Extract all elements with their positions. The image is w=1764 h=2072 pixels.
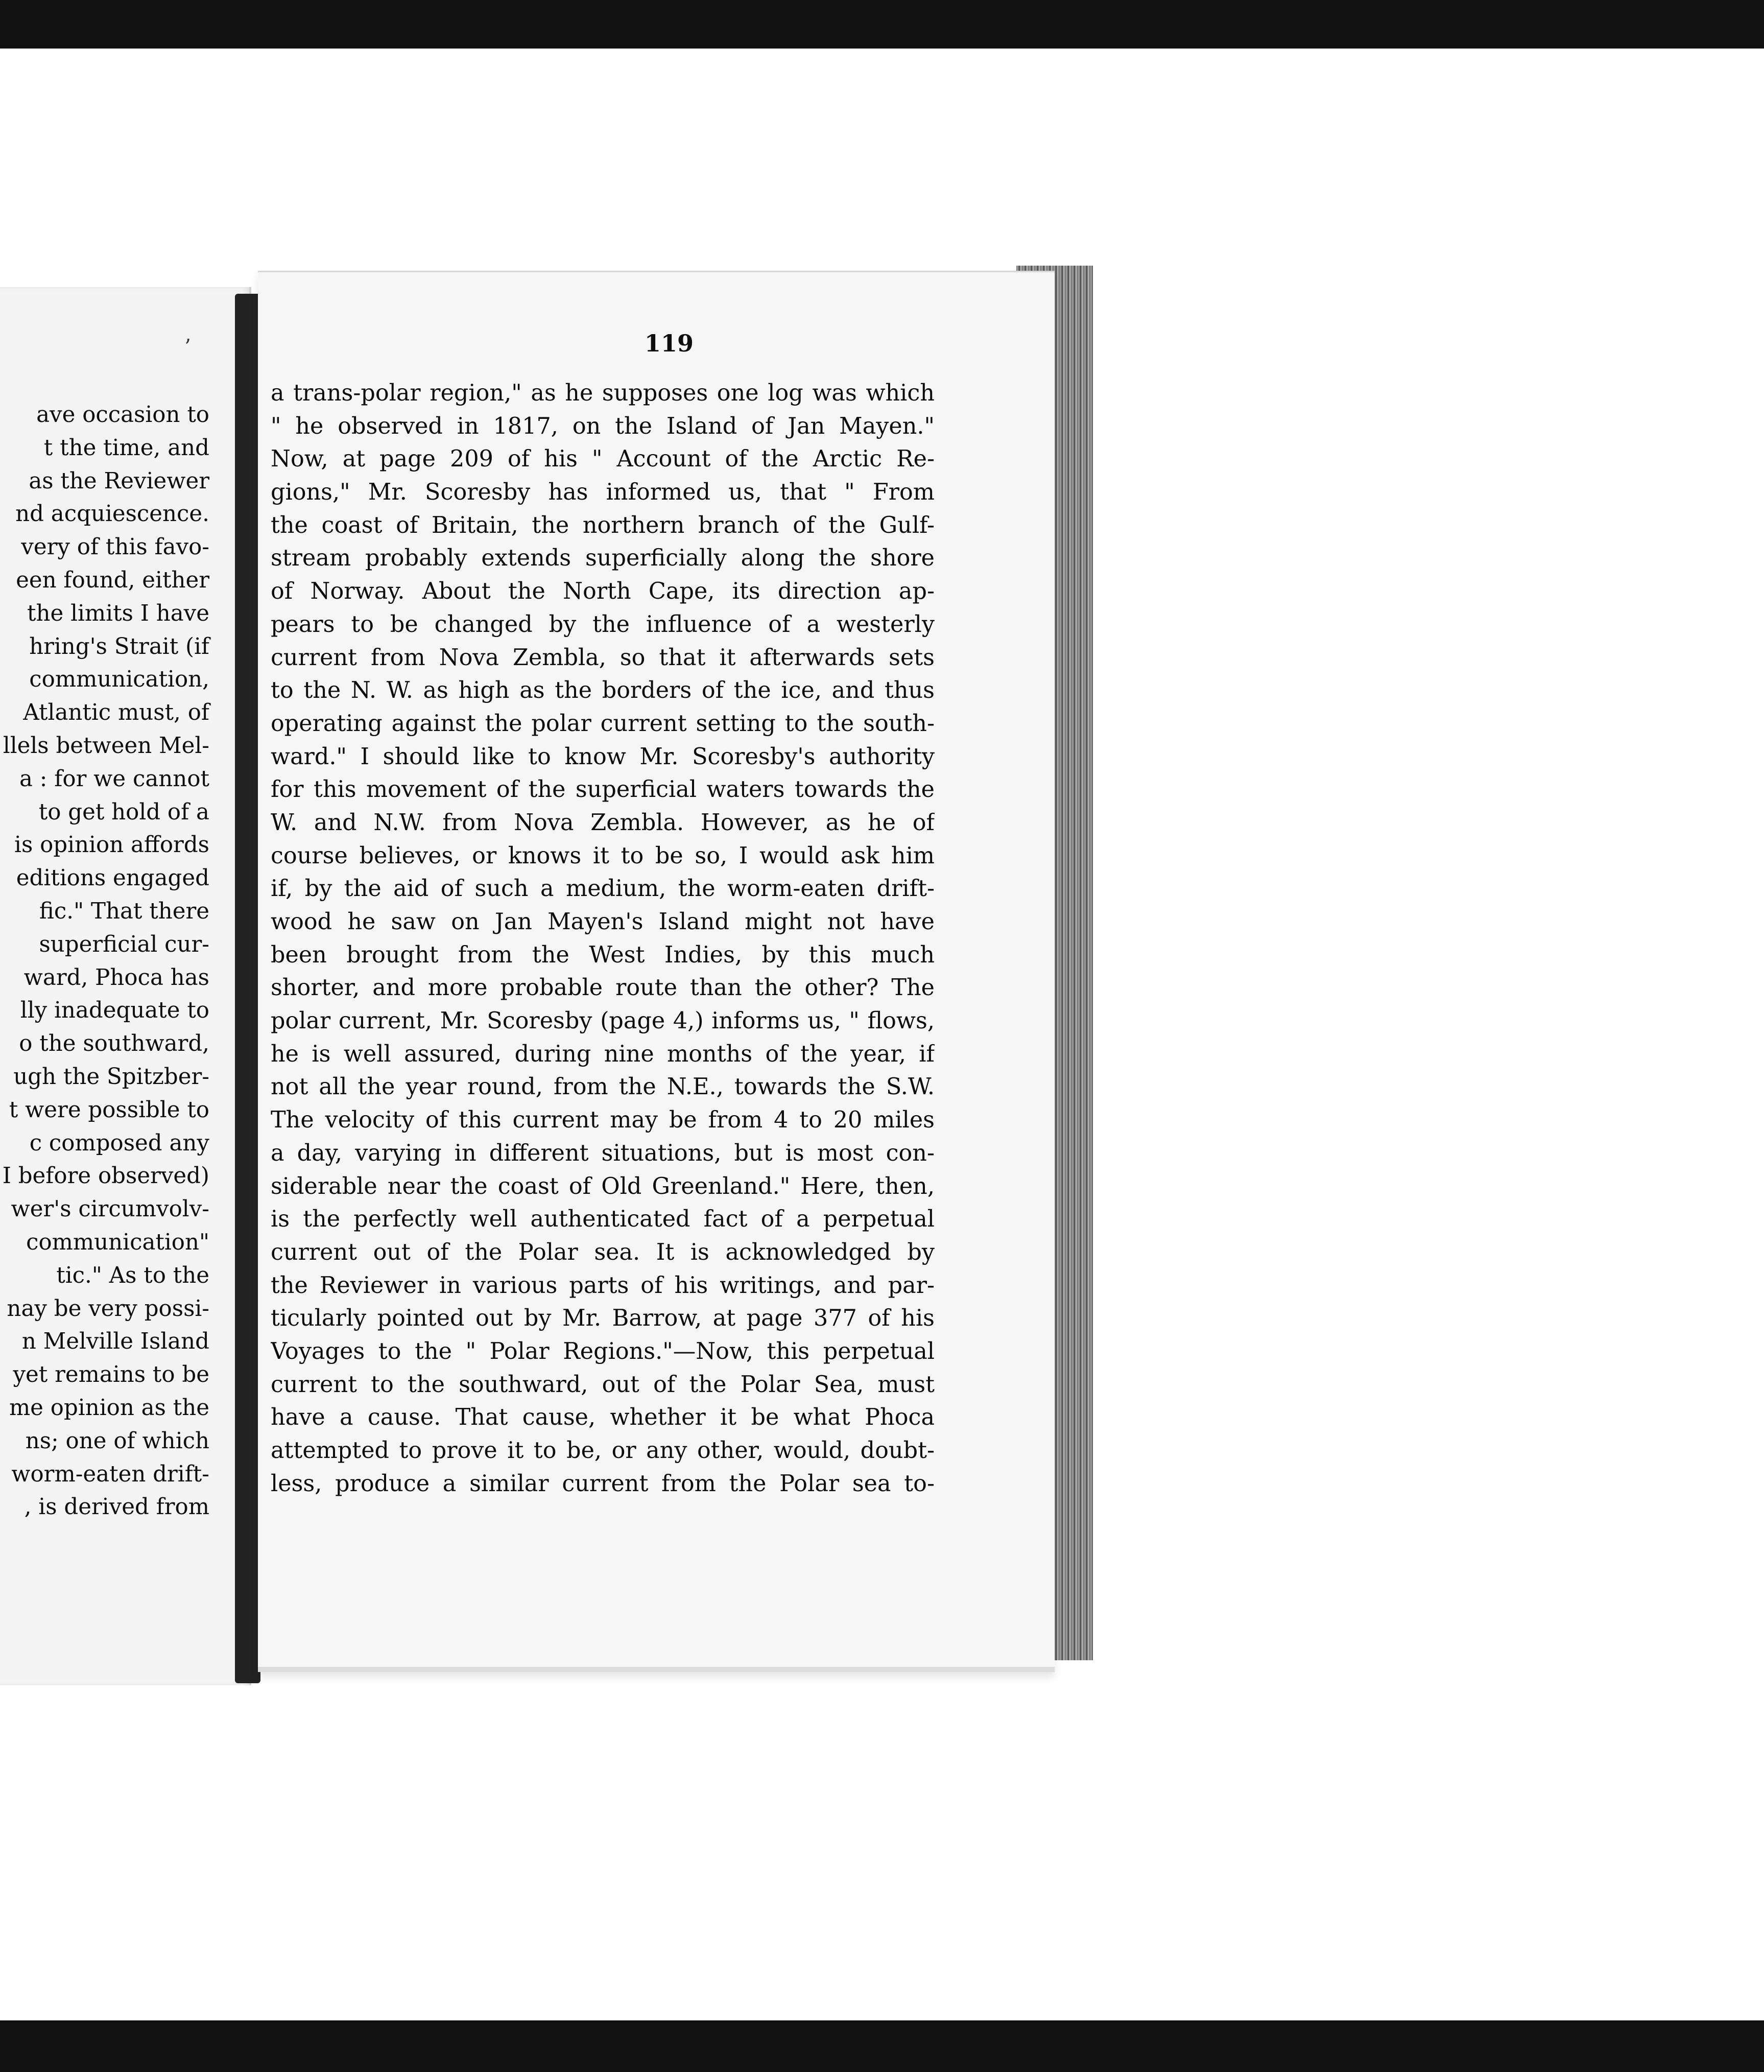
text-line: course believes, or knows it to be so, I would ask him xyxy=(271,842,935,869)
text-line: t the time, and xyxy=(43,435,209,461)
right-page xyxy=(258,271,1055,1672)
text-line: communication" xyxy=(26,1229,209,1255)
text-line: stream probably extends superficially along the shore xyxy=(271,545,935,572)
text-line: for this movement of the superficial waters towards the xyxy=(271,776,935,803)
text-line: Now, at page 209 of his " Account of the Arctic Re- xyxy=(271,446,935,473)
text-line: ticularly pointed out by Mr. Barrow, at page 377 of his xyxy=(271,1305,935,1332)
text-line: a day, varying in different situations, but is most con- xyxy=(271,1140,935,1166)
scan-border-top xyxy=(0,0,1764,49)
text-line: t were possible to xyxy=(9,1097,209,1123)
text-line: is opinion affords xyxy=(14,832,209,858)
text-line: he is well assured, during nine months of the year, if xyxy=(271,1041,935,1067)
text-line: superficial cur- xyxy=(39,931,209,957)
text-line: o the southward, xyxy=(19,1031,209,1057)
book-gutter xyxy=(235,294,260,1683)
text-line: nay be very possi- xyxy=(7,1296,209,1322)
text-line: , is derived from xyxy=(24,1494,209,1520)
text-line: to get hold of a xyxy=(38,799,209,825)
text-line: n Melville Island xyxy=(21,1329,209,1355)
text-line: ward." I should like to know Mr. Scoresby's authority xyxy=(271,743,935,770)
text-line: wer's circumvolv- xyxy=(11,1196,209,1222)
text-line: Atlantic must, of xyxy=(23,700,209,726)
text-line: less, produce a similar current from the Polar sea to- xyxy=(271,1470,935,1497)
left-page xyxy=(0,287,251,1685)
text-line: ave occasion to xyxy=(36,402,209,428)
text-line: the coast of Britain, the northern branch of the Gulf- xyxy=(271,512,935,538)
text-line: very of this favo- xyxy=(21,534,209,560)
text-line: Voyages to the " Polar Regions."—Now, this perpetual xyxy=(271,1338,935,1364)
scan-border-bottom xyxy=(0,2020,1764,2072)
text-line: I before observed) xyxy=(2,1163,209,1189)
text-line: of Norway. About the North Cape, its direction ap- xyxy=(271,578,935,605)
text-line: not all the year round, from the N.E., towards the S.W. xyxy=(271,1074,935,1100)
text-line: me opinion as the xyxy=(9,1395,209,1421)
text-line: llels between Mel- xyxy=(3,733,209,759)
text-line: to the N. W. as high as the borders of the ice, and thus xyxy=(271,677,935,704)
text-line: polar current, Mr. Scoresby (page 4,) informs us, " flows, xyxy=(271,1008,935,1034)
text-line: ns; one of which xyxy=(25,1428,209,1454)
text-line: a : for we cannot xyxy=(19,766,209,792)
text-line: have a cause. That cause, whether it be what Phoca xyxy=(271,1404,935,1431)
text-line: worm-eaten drift- xyxy=(11,1461,209,1487)
text-line: the limits I have xyxy=(27,600,209,626)
text-line: operating against the polar current setting to the south- xyxy=(271,710,935,737)
left-page-mark: ʼ xyxy=(184,336,190,359)
text-line: fic." That there xyxy=(39,898,209,924)
text-line: if, by the aid of such a medium, the worm-eaten drift- xyxy=(271,876,935,902)
text-line: been brought from the West Indies, by this much xyxy=(271,941,935,968)
text-line: the Reviewer in various parts of his writings, and par- xyxy=(271,1272,935,1299)
text-line: een found, either xyxy=(16,567,209,593)
text-line: editions engaged xyxy=(16,865,209,891)
text-line: c composed any xyxy=(29,1130,209,1156)
text-line: W. and N.W. from Nova Zembla. However, as he of xyxy=(271,809,935,836)
text-line: tic." As to the xyxy=(56,1262,209,1288)
text-line: hring's Strait (if xyxy=(29,633,209,660)
text-line: a trans-polar region," as he supposes one log was which xyxy=(271,380,935,406)
text-line: ugh the Spitzber- xyxy=(13,1064,209,1090)
text-line: attempted to prove it to be, or any other, would, doubt- xyxy=(271,1438,935,1464)
text-line: The velocity of this current may be from 4 to 20 miles xyxy=(271,1107,935,1134)
page-number: 119 xyxy=(644,329,694,357)
text-line: ward, Phoca has xyxy=(23,964,209,991)
text-line: shorter, and more probable route than the other? The xyxy=(271,975,935,1001)
text-line: lly inadequate to xyxy=(20,998,209,1024)
text-line: current from Nova Zembla, so that it afterwards sets xyxy=(271,644,935,671)
text-line: yet remains to be xyxy=(13,1362,209,1388)
text-line: siderable near the coast of Old Greenland." Here, then, xyxy=(271,1173,935,1199)
text-line: as the Reviewer xyxy=(29,468,209,494)
text-line: wood he saw on Jan Mayen's Island might not have xyxy=(271,909,935,935)
text-line: gions," Mr. Scoresby has informed us, that " From xyxy=(271,479,935,506)
text-line: current to the southward, out of the Polar Sea, must xyxy=(271,1371,935,1398)
left-page-text xyxy=(0,398,209,1524)
text-line: communication, xyxy=(29,667,209,693)
text-line: is the perfectly well authenticated fact of a perpetual xyxy=(271,1206,935,1233)
text-line: nd acquiescence. xyxy=(15,501,209,527)
text-line: pears to be changed by the influence of a westerly xyxy=(271,611,935,638)
text-line: " he observed in 1817, on the Island of Jan Mayen." xyxy=(271,413,935,439)
body-text xyxy=(271,377,935,1500)
text-line: current out of the Polar sea. It is acknowledged by xyxy=(271,1239,935,1265)
